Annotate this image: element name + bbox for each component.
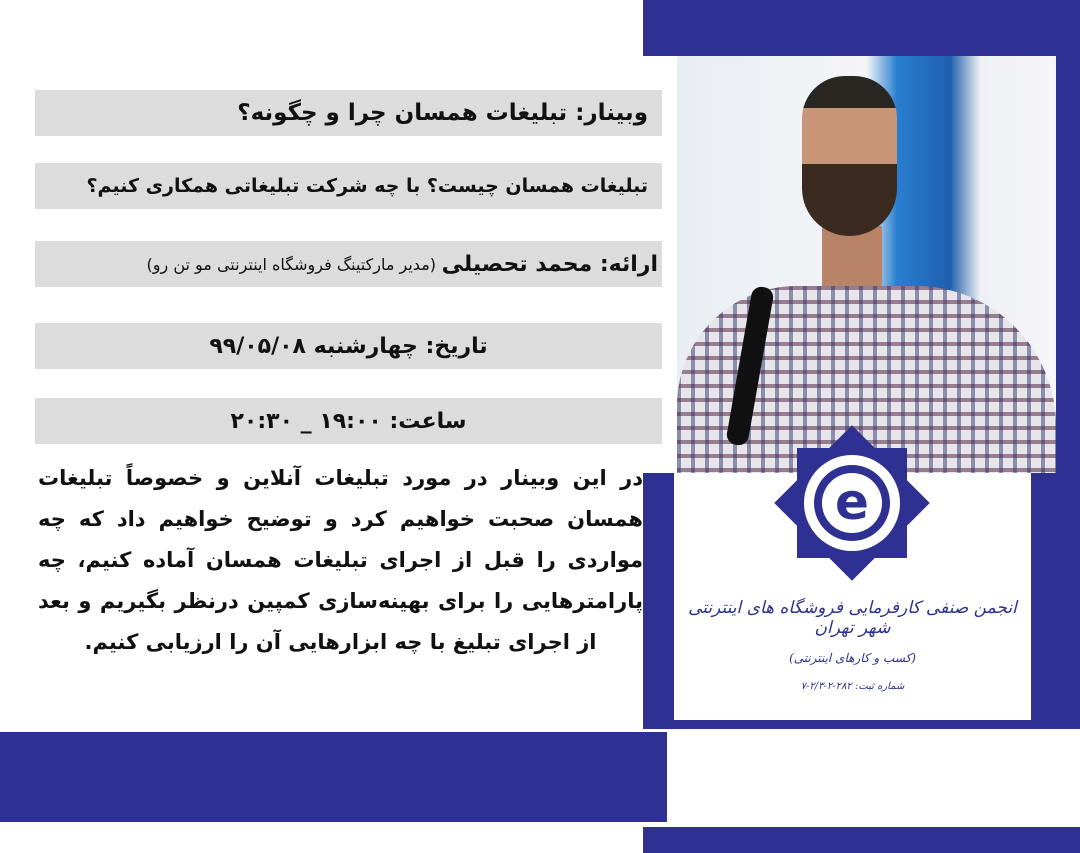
- webinar-description: در این وبینار در مورد تبلیغات آنلاین و خصوصاً تبلیغات همسان صحبت خواهیم کرد و توضیح خواهیم داد که چه مواردی را قبل از اجرای تبلیغات همسان آماده کنیم، چه پارامترهایی را برای بهینه‌سازی کمپین درنظر بگیریم و بعد از اجرای تبلیغ با چه ابزارهایی آن را ارزیابی کنیم.: [38, 466, 643, 654]
- logo-registration: شماره ثبت: ۲۸۲-۲-۲/۳-۷: [800, 681, 905, 692]
- presenter-photo: [677, 56, 1056, 473]
- association-emblem-icon: [767, 418, 937, 588]
- right-blue-strip: [1056, 56, 1080, 476]
- webinar-title: وبینار: تبلیغات همسان چرا و چگونه؟: [35, 90, 662, 136]
- logo-name: انجمن صنفی کارفرمایی فروشگاه های اینترنتی شهر تهران: [688, 598, 1017, 638]
- association-logo: [674, 473, 1031, 720]
- svg-text:e: e: [835, 473, 869, 531]
- logo-subtitle: (کسب و کارهای اینترنتی): [789, 651, 916, 665]
- top-blue-bar: [643, 0, 1080, 56]
- bottom-left-blue-block: [0, 732, 667, 822]
- presenter: [35, 241, 662, 287]
- webinar-time: ساعت: ۱۹:۰۰ _ ۲۰:۳۰: [35, 398, 662, 444]
- presenter-head: [802, 76, 897, 236]
- webinar-date: تاریخ: چهارشنبه ۹۹/۰۵/۰۸: [35, 323, 662, 369]
- webinar-subtitle: تبلیغات همسان چیست؟ با چه شرکت تبلیغاتی همکاری کنیم؟: [35, 163, 662, 209]
- bottom-right-blue-bar: [643, 827, 1080, 853]
- presenter-role: (مدیر مارکتینگ فروشگاه اینترنتی مو تن رو): [146, 254, 436, 274]
- presenter-name: ارائه: محمد تحصیلی: [441, 251, 658, 277]
